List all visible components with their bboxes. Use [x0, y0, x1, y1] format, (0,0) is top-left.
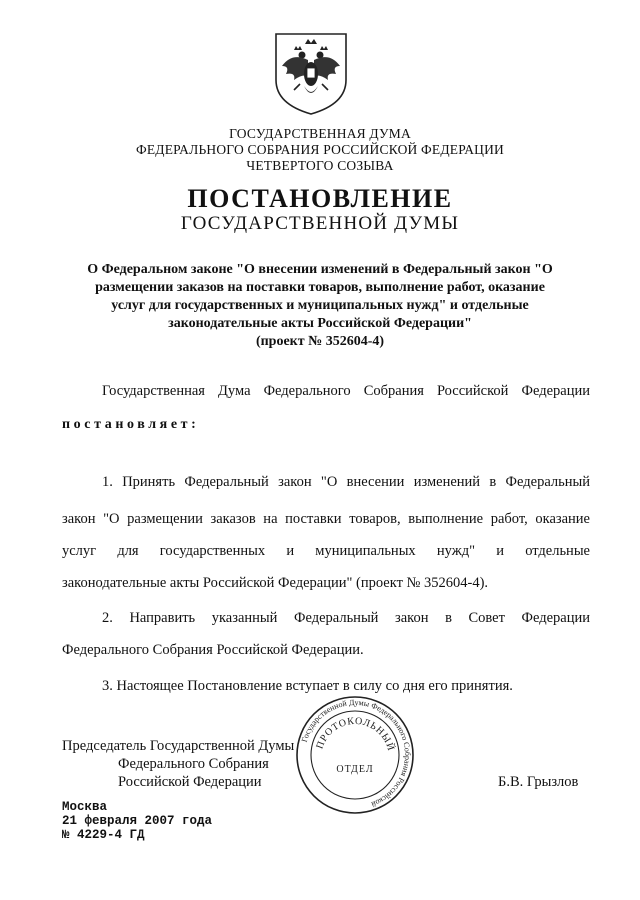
signatory-title-line: Российской Федерации: [118, 774, 262, 790]
stamp-center-text: ОТДЕЛ: [336, 764, 374, 775]
official-stamp: [294, 694, 416, 816]
subject-line: О Федеральном законе "О внесении изменений в Федеральный закон "О: [87, 262, 553, 277]
signatory-title-line: Федерального Собрания: [118, 756, 269, 772]
paragraph-2-line: 2. Направить указанный Федеральный закон в Совет Федерации: [102, 610, 590, 626]
paragraph-1-line: закон "О размещении заказов на поставки товаров, выполнение работ, оказание: [62, 511, 590, 527]
subject-project-number: (проект № 352604-4): [255, 334, 385, 349]
subject-line: законодательные акты Российской Федерации": [168, 316, 472, 331]
paragraph-3: 3. Настоящее Постановление вступает в силу со дня его принятия.: [102, 678, 513, 694]
document-subtitle: ГОСУДАРСТВЕННОЙ ДУМЫ: [180, 213, 460, 234]
paragraph-1-line: законодательные акты Российской Федерации" (проект № 352604-4).: [62, 575, 489, 591]
resolves-word: постановляет:: [62, 417, 200, 432]
document-type: ПОСТАНОВЛЕНИЕ: [187, 184, 453, 213]
footer-date: 21 февраля 2007 года: [62, 814, 213, 828]
stamp-outer-text: Государственной Думы Федерального Собрания Российской: [299, 697, 413, 809]
paragraph-2-line: Федерального Собрания Российской Федерации.: [62, 642, 364, 658]
footer-number: № 4229-4 ГД: [62, 828, 145, 842]
signatory-title-line: Председатель Государственной Думы: [62, 738, 295, 754]
stamp-middle-text: ПРОТОКОЛЬНЫЙ: [314, 715, 397, 753]
issuer-line-3: ЧЕТВЕРТОГО СОЗЫВА: [246, 158, 394, 173]
preamble: Государственная Дума Федерального Собрания Российской Федерации: [102, 383, 590, 399]
signer-name: Б.В. Грызлов: [498, 774, 579, 790]
coat-of-arms-icon: [272, 30, 350, 116]
subject-line: услуг для государственных и муниципальных нужд" и отдельные: [111, 298, 529, 313]
paragraph-1-line: услуг для государственных и муниципальных нужд" и отдельные: [62, 543, 590, 559]
subject-line: размещении заказов на поставки товаров, выполнение работ, оказание: [95, 280, 545, 295]
issuer-line-2: ФЕДЕРАЛЬНОГО СОБРАНИЯ РОССИЙСКОЙ ФЕДЕРАЦИИ: [136, 142, 504, 157]
footer-city: Москва: [62, 800, 108, 814]
issuer-line-1: ГОСУДАРСТВЕННАЯ ДУМА: [229, 126, 411, 141]
paragraph-1-line: 1. Принять Федеральный закон "О внесении изменений в Федеральный: [102, 474, 590, 490]
